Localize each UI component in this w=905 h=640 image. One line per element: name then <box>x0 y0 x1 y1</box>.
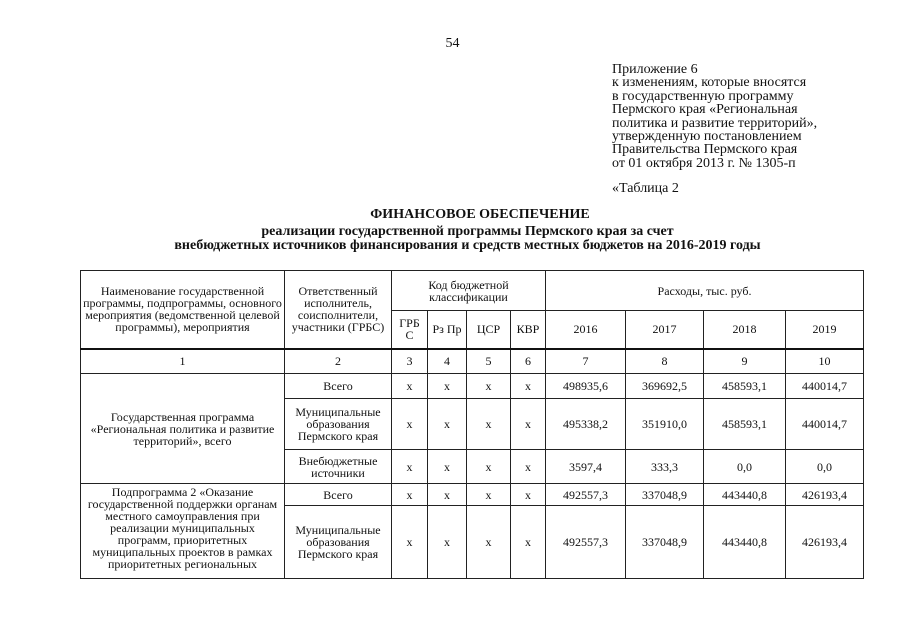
header-expenses: Расходы, тыс. руб. <box>546 271 864 311</box>
value-cell: 0,0 <box>704 450 786 484</box>
code-cell: х <box>511 450 546 484</box>
column-number-row <box>81 349 864 374</box>
table-row <box>81 484 864 506</box>
annex-line: в государственную программу <box>612 88 794 104</box>
code-cell: х <box>392 374 428 399</box>
financing-table <box>80 270 864 579</box>
executor-cell: Внебюджетные источники <box>285 450 392 484</box>
header-budget-code: Код бюджетной классификации <box>392 271 546 311</box>
value-cell: 443440,8 <box>704 506 786 579</box>
value-cell: 492557,3 <box>546 506 626 579</box>
column-number: 8 <box>626 349 704 374</box>
code-cell: х <box>511 374 546 399</box>
annex-block <box>612 63 862 170</box>
executor-cell: Всего <box>285 374 392 399</box>
value-cell: 351910,0 <box>626 399 704 450</box>
annex-line: Приложение 6 <box>612 62 698 77</box>
column-number: 7 <box>546 349 626 374</box>
value-cell: 492557,3 <box>546 484 626 506</box>
header-year: 2019 <box>786 311 864 349</box>
table-header-row <box>81 271 864 311</box>
code-cell: х <box>428 374 467 399</box>
column-number: 1 <box>81 349 285 374</box>
table-label: «Таблица 2 <box>612 181 679 196</box>
value-cell: 443440,8 <box>704 484 786 506</box>
code-cell: х <box>511 506 546 579</box>
annex-line: Правительства Пермского края <box>612 142 798 158</box>
value-cell: 333,3 <box>626 450 704 484</box>
code-cell: х <box>428 450 467 484</box>
page-number: 54 <box>445 36 460 51</box>
subtitle-line: внебюджетных источников финансирования и средств местных бюджетов на 2016-2019 годы <box>174 238 761 253</box>
value-cell: 440014,7 <box>786 374 864 399</box>
code-cell: х <box>467 374 511 399</box>
program-name: Государственная программа «Региональная политика и развитие территорий», всего <box>81 374 285 484</box>
column-number: 9 <box>704 349 786 374</box>
code-cell: х <box>392 399 428 450</box>
code-cell: х <box>428 484 467 506</box>
value-cell: 495338,2 <box>546 399 626 450</box>
header-year: 2017 <box>626 311 704 349</box>
header-year: 2018 <box>704 311 786 349</box>
code-cell: х <box>467 399 511 450</box>
header-code-csr: ЦСР <box>467 311 511 349</box>
executor-cell: Муниципальные образования Пермского края <box>285 506 392 579</box>
annex-line: политика и развитие территорий», <box>612 115 818 131</box>
code-cell: х <box>428 506 467 579</box>
column-number: 3 <box>392 349 428 374</box>
header-name: Наименование государственной программы, подпрограммы, основного мероприятия (ведомственной целевой программы), мероприятия <box>81 271 285 349</box>
annex-line: к изменениям, которые вносятся <box>612 75 807 91</box>
value-cell: 440014,7 <box>786 399 864 450</box>
annex-line: от 01 октября 2013 г. № 1305-п <box>612 155 796 171</box>
annex-line: Пермского края «Региональная <box>612 102 798 118</box>
column-number: 6 <box>511 349 546 374</box>
document-title: ФИНАНСОВОЕ ОБЕСПЕЧЕНИЕ <box>370 207 590 222</box>
code-cell: х <box>467 450 511 484</box>
header-year: 2016 <box>546 311 626 349</box>
header-executor: Ответственный исполнитель, соисполнители, участники (ГРБС) <box>285 271 392 349</box>
document-subtitle <box>0 225 905 253</box>
table-row <box>81 374 864 399</box>
value-cell: 3597,4 <box>546 450 626 484</box>
code-cell: х <box>392 450 428 484</box>
column-number: 10 <box>786 349 864 374</box>
subtitle-line: реализации государственной программы Пермского края за счет <box>261 224 674 239</box>
code-cell: х <box>392 484 428 506</box>
executor-cell: Всего <box>285 484 392 506</box>
code-cell: х <box>467 484 511 506</box>
value-cell: 369692,5 <box>626 374 704 399</box>
executor-cell: Муниципальные образования Пермского края <box>285 399 392 450</box>
header-code-rzpr: Рз Пр <box>428 311 467 349</box>
code-cell: х <box>467 506 511 579</box>
column-number: 4 <box>428 349 467 374</box>
value-cell: 337048,9 <box>626 484 704 506</box>
code-cell: х <box>511 399 546 450</box>
value-cell: 498935,6 <box>546 374 626 399</box>
code-cell: х <box>392 506 428 579</box>
value-cell: 458593,1 <box>704 399 786 450</box>
header-code-grbs: ГРБ С <box>392 311 428 349</box>
annex-line: утвержденную постановлением <box>612 129 802 145</box>
column-number: 2 <box>285 349 392 374</box>
code-cell: х <box>511 484 546 506</box>
code-cell: х <box>428 399 467 450</box>
value-cell: 426193,4 <box>786 506 864 579</box>
value-cell: 337048,9 <box>626 506 704 579</box>
value-cell: 458593,1 <box>704 374 786 399</box>
value-cell: 426193,4 <box>786 484 864 506</box>
column-number: 5 <box>467 349 511 374</box>
header-code-kvr: КВР <box>511 311 546 349</box>
value-cell: 0,0 <box>786 450 864 484</box>
subprogram-name: Подпрограмма 2 «Оказание государственной поддержки органам местного самоуправления при реализации муниципальных программ, приоритетных муниципальных проектов в рамках приоритетных региональных <box>81 484 285 579</box>
